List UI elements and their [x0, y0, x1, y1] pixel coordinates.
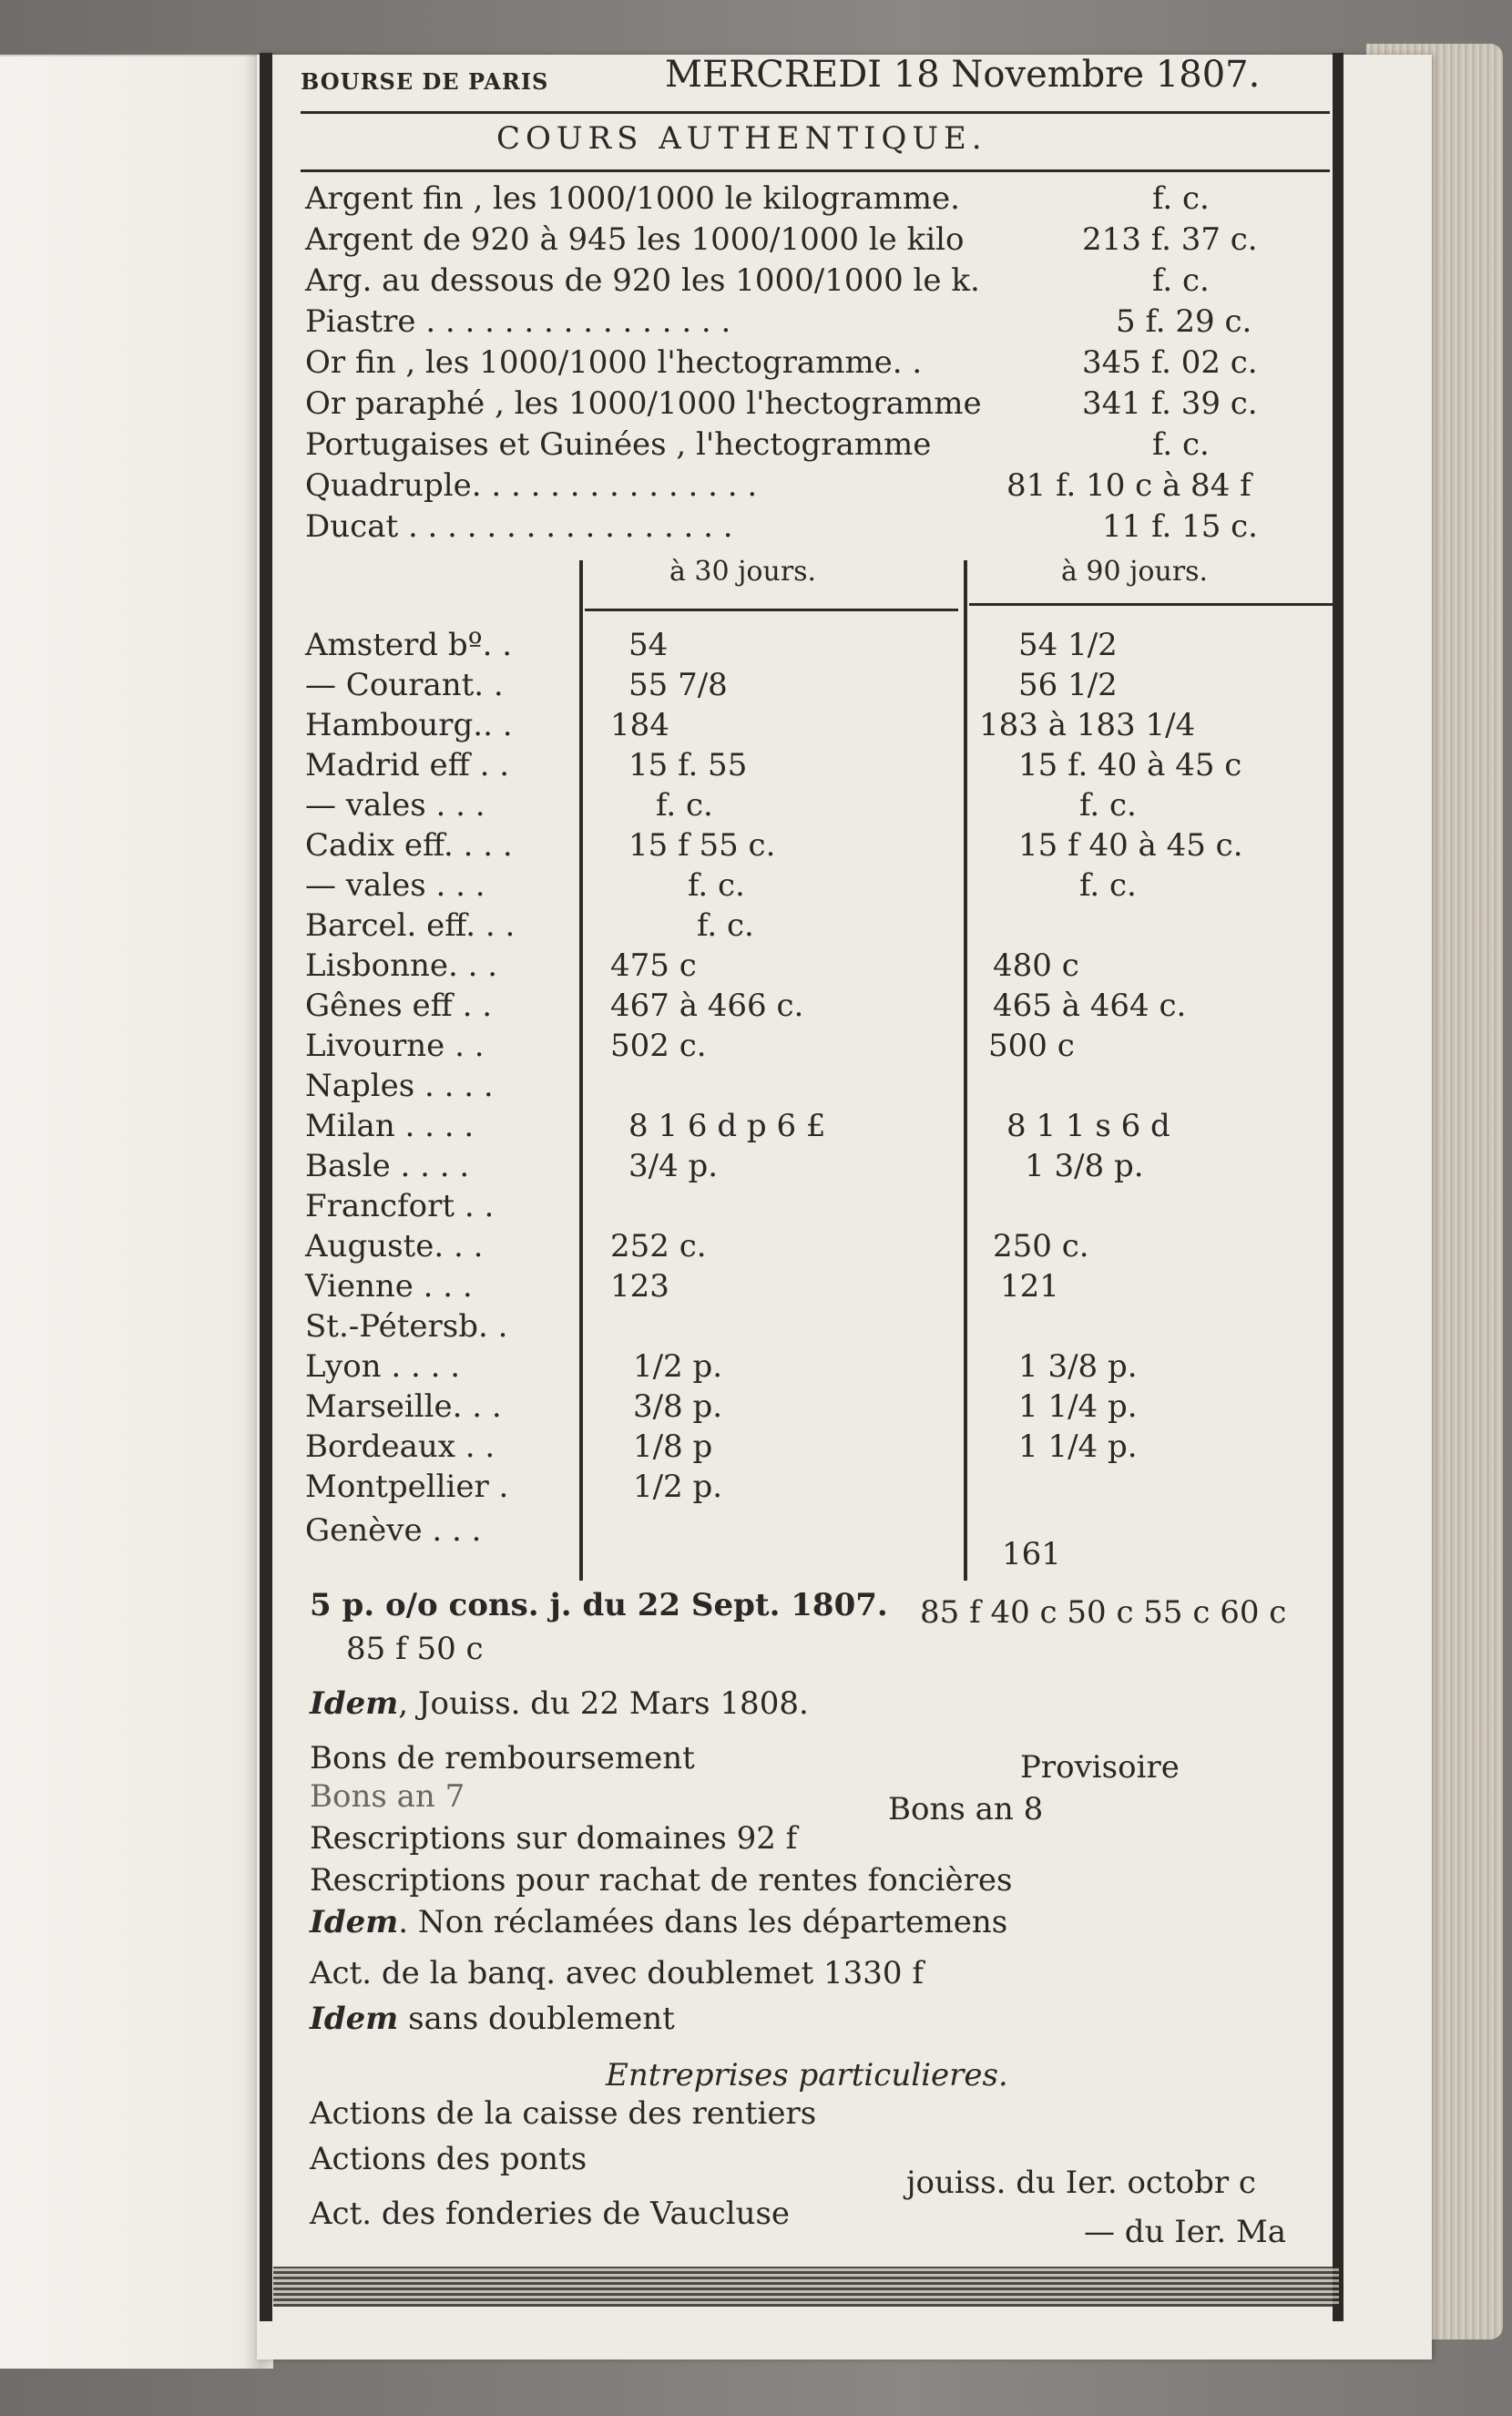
exchange-30: 3/4 p. — [628, 1148, 719, 1184]
metal-value: f. c. — [1152, 426, 1210, 463]
metal-label: Or fin , les 1000/1000 l'hectogramme. . — [305, 344, 923, 381]
metal-label: Argent de 920 à 945 les 1000/1000 le kilo — [305, 221, 965, 258]
metal-value: 213 f. 37 c. — [1082, 221, 1258, 258]
exchange-place: Lyon . . . . — [305, 1348, 461, 1385]
effect-label: Rescriptions sur domaines 92 f — [310, 1820, 798, 1857]
exchange-30: 54 — [628, 627, 669, 663]
exchange-place: Livourne . . — [305, 1028, 485, 1064]
col-header-90: à 90 jours. — [1061, 556, 1209, 588]
entreprise-label: Actions des ponts — [310, 2141, 587, 2177]
exchange-place: Bordeaux . . — [305, 1428, 495, 1465]
exchange-30: 8 1 6 d p 6 £ — [628, 1108, 826, 1144]
exchange-place: Basle . . . . — [305, 1148, 470, 1184]
metal-value: 81 f. 10 c à 84 f — [1006, 467, 1251, 504]
rentes-value: 85 f 40 c 50 c 55 c 60 c — [920, 1594, 1287, 1631]
metal-label: Piastre . . . . . . . . . . . . . . . . — [305, 303, 731, 340]
exchange-place: Genève . . . — [305, 1512, 482, 1549]
exchange-90: 1 1/4 p. — [1018, 1428, 1138, 1465]
exchange-30: 15 f 55 c. — [628, 827, 776, 864]
exchange-place: Naples . . . . — [305, 1068, 494, 1104]
exchange-90: 161 — [1002, 1536, 1061, 1572]
exchange-30: 184 — [610, 707, 669, 743]
exchange-place: Lisbonne. . . — [305, 947, 498, 984]
effect-label: Rescriptions pour rachat de rentes foncières — [310, 1862, 1013, 1899]
exchange-90: 465 à 464 c. — [993, 988, 1187, 1024]
exchange-30: 1/2 p. — [633, 1348, 723, 1385]
metal-label: Or paraphé , les 1000/1000 l'hectogramme — [305, 385, 982, 422]
exchange-90: 250 c. — [993, 1228, 1089, 1264]
metal-label: Quadruple. . . . . . . . . . . . . . . — [305, 467, 758, 504]
exchange-30: 123 — [610, 1268, 669, 1305]
exchange-place: Vienne . . . — [305, 1268, 473, 1305]
metal-value: 341 f. 39 c. — [1082, 385, 1258, 422]
metal-value: f. c. — [1152, 180, 1210, 217]
entreprise-right: — du Ier. Ma — [1084, 2214, 1287, 2250]
metal-value: 345 f. 02 c. — [1082, 344, 1258, 381]
exchange-90: 1 3/8 p. — [1025, 1148, 1144, 1184]
exchange-30: 15 f. 55 — [628, 747, 748, 783]
exchange-place: Gênes eff . . — [305, 988, 493, 1024]
exchange-90: 1 3/8 p. — [1018, 1348, 1138, 1385]
exchange-place: Amsterd bº. . — [305, 627, 513, 663]
idem-label: Idem — [310, 1685, 399, 1722]
idem-label: Idem — [310, 1904, 399, 1940]
effect-label: Act. de la banq. avec doublemet 1330 f — [310, 1955, 924, 1991]
metal-label: Arg. au dessous de 920 les 1000/1000 le k. — [305, 262, 980, 299]
exchange-place: Montpellier . — [305, 1469, 509, 1505]
effect-label: Bons an 7 — [310, 1778, 465, 1815]
exchange-30: 3/8 p. — [633, 1388, 723, 1425]
rentes-line-2: 85 f 50 c — [346, 1631, 484, 1667]
exchange-30: 55 7/8 — [628, 667, 728, 703]
exchange-90: 121 — [1000, 1268, 1059, 1305]
exchange-place: — vales . . . — [305, 787, 485, 824]
blank-flyleaf — [0, 55, 273, 2369]
exchange-place: Francfort . . — [305, 1188, 495, 1224]
exchange-place: Milan . . . . — [305, 1108, 475, 1144]
entreprise-right: jouiss. du Ier. octobr c — [906, 2165, 1256, 2201]
exchange-90: 1 1/4 p. — [1018, 1388, 1138, 1425]
exchange-place: Cadix eff. . . . — [305, 827, 513, 864]
bottom-border-band — [273, 2267, 1339, 2307]
page-title: COURS AUTHENTIQUE. — [496, 120, 987, 157]
exchange-90: 54 1/2 — [1018, 627, 1118, 663]
metal-label: Ducat . . . . . . . . . . . . . . . . . — [305, 508, 733, 545]
column-divider-left — [579, 560, 583, 1581]
rentes-line: 5 p. o/o cons. j. du 22 Sept. 1807. — [310, 1587, 888, 1623]
exchange-90: 500 c — [988, 1028, 1075, 1064]
exchange-place: Marseille. . . — [305, 1388, 502, 1425]
exchange-30: f. c. — [656, 787, 713, 824]
exchange-90: f. c. — [1079, 787, 1137, 824]
exchange-place: Hambourg.. . — [305, 707, 513, 743]
exchange-place: St.-Pétersb. . — [305, 1308, 508, 1345]
exchange-place: Barcel. eff. . . — [305, 907, 516, 944]
metal-label: Portugaises et Guinées , l'hectogramme — [305, 426, 932, 463]
effect-right: Provisoire — [1020, 1749, 1180, 1786]
effect-label: Bons de remboursement — [310, 1740, 695, 1776]
title-rule — [301, 169, 1330, 172]
exchange-30: 467 à 466 c. — [610, 988, 804, 1024]
exchange-90: f. c. — [1079, 867, 1137, 904]
entreprise-label: Act. des fonderies de Vaucluse — [310, 2196, 791, 2232]
exchange-90: 480 c — [993, 947, 1079, 984]
metal-label: Argent fin , les 1000/1000 le kilogramme. — [305, 180, 960, 217]
header-date: MERCREDI 18 Novembre 1807. — [665, 54, 1261, 96]
metal-value: f. c. — [1152, 262, 1210, 299]
col-header-30: à 30 jours. — [669, 556, 817, 588]
exchange-30: 1/8 p — [633, 1428, 713, 1465]
publisher-label: BOURSE DE PARIS — [301, 68, 549, 95]
exchange-30: f. c. — [688, 867, 745, 904]
column-divider-right — [964, 560, 967, 1581]
metal-value: 11 f. 15 c. — [1102, 508, 1258, 545]
exchange-30: 475 c — [610, 947, 697, 984]
effect-right: Bons an 8 — [888, 1791, 1044, 1827]
entreprises-heading: Entreprises particulieres. — [606, 2057, 1008, 2094]
exchange-30: 1/2 p. — [633, 1469, 723, 1505]
header-rule — [301, 111, 1330, 114]
exchange-90: 15 f. 40 à 45 c — [1018, 747, 1242, 783]
exchange-place: Auguste. . . — [305, 1228, 484, 1264]
entreprise-label: Actions de la caisse des rentiers — [310, 2095, 817, 2132]
exchange-place: — vales . . . — [305, 867, 485, 904]
effect-label: sans doublement — [398, 2001, 675, 2037]
exchange-30: f. c. — [697, 907, 754, 944]
exchange-30: 252 c. — [610, 1228, 707, 1264]
exchange-90: 8 1 1 s 6 d — [1006, 1108, 1170, 1144]
exchange-90: 15 f 40 à 45 c. — [1018, 827, 1243, 864]
col-header-rule-90 — [969, 603, 1333, 606]
idem-text: , Jouiss. du 22 Mars 1808. — [398, 1685, 809, 1722]
exchange-30: 502 c. — [610, 1028, 707, 1064]
exchange-place: Madrid eff . . — [305, 747, 510, 783]
col-header-rule-30 — [585, 609, 958, 611]
exchange-place: — Courant. . — [305, 667, 504, 703]
exchange-90: 56 1/2 — [1018, 667, 1118, 703]
metal-value: 5 f. 29 c. — [1116, 303, 1252, 340]
idem-label: Idem — [310, 2001, 399, 2037]
effect-label: . Non réclamées dans les départemens — [398, 1904, 1008, 1940]
exchange-90: 183 à 183 1/4 — [979, 707, 1196, 743]
